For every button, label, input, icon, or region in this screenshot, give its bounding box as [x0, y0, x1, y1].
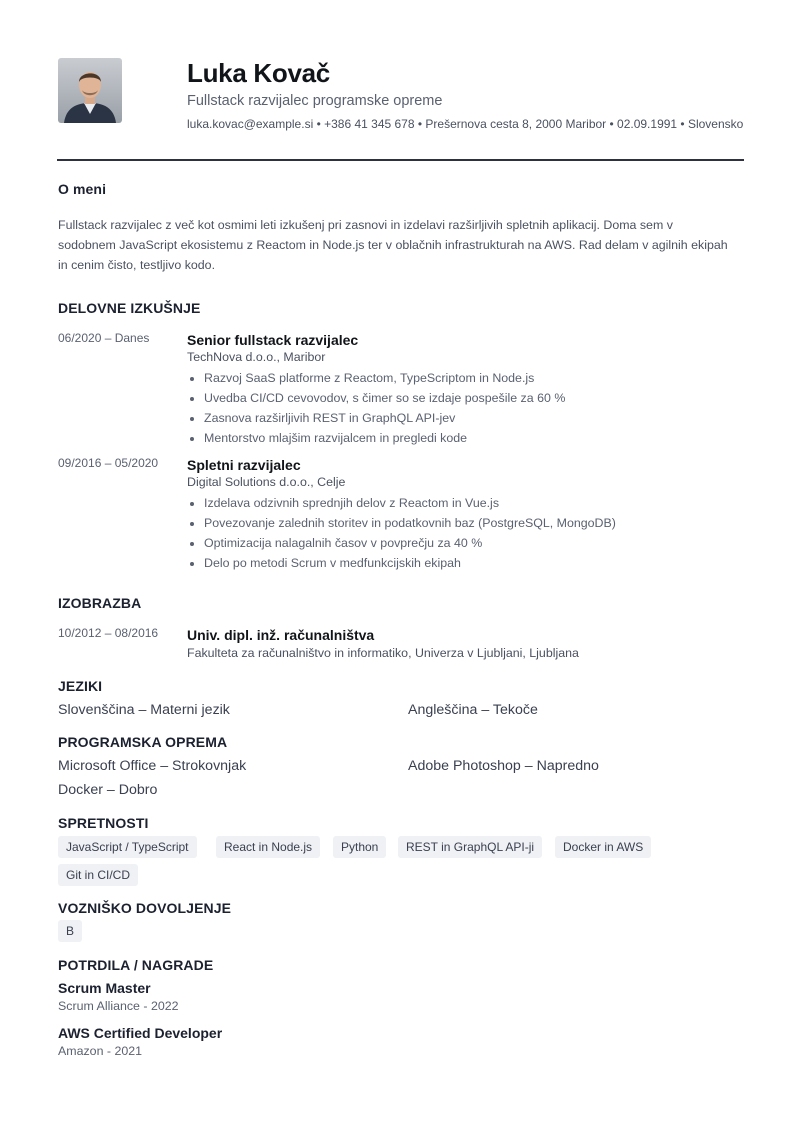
job-bullet: Izdelava odzivnih sprednjih delov z Reactom in Vue.js: [187, 493, 747, 513]
language-item: Angleščina – Tekoče: [408, 702, 538, 718]
education-degree: Univ. dipl. inž. računalništva: [187, 627, 375, 643]
about-text: Fullstack razvijalec z več kot osmimi leti izkušenj pri zasnovi in izdelavi razširljivih spletnih aplikacij. Doma sem v sodobnem JavaScript ekosistemu z Reactom in Node.js ter v oblačnih infrastrukturah na AWS. Rad delam v agilnih ekipah in cenim čisto, testljivo kodo.: [58, 218, 728, 272]
software-title: PROGRAMSKA OPREMA: [58, 734, 228, 750]
skill-chip: React in Node.js: [216, 836, 320, 858]
skill-chip: JavaScript / TypeScript: [58, 836, 197, 858]
skill-chip: Docker in AWS: [555, 836, 651, 858]
education-title: IZOBRAZBA: [58, 595, 142, 611]
job-org: Digital Solutions d.o.o., Celje: [187, 475, 346, 489]
job-bullet: Mentorstvo mlajšim razvijalcem in pregledi kode: [187, 428, 747, 448]
job-bullets: [187, 493, 747, 573]
software-item: Microsoft Office – Strokovnjak: [58, 758, 247, 774]
license-title: VOZNIŠKO DOVOLJENJE: [58, 900, 232, 916]
cert-issuer: Amazon - 2021: [58, 1044, 143, 1058]
job-bullet: Razvoj SaaS platforme z Reactom, TypeScriptom in Node.js: [187, 368, 747, 388]
education-school: Fakulteta za računalništvo in informatiko, Univerza v Ljubljani, Ljubljana: [187, 646, 579, 660]
profile-photo: [58, 58, 122, 123]
cert-name: AWS Certified Developer: [58, 1025, 223, 1041]
cert-issuer: Scrum Alliance - 2022: [58, 999, 179, 1013]
contact-line: luka.kovac@example.si • +386 41 345 678 • Prešernova cesta 8, 2000 Maribor • 02.09.1991 • Slovensko: [187, 117, 744, 131]
job-bullet: Delo po metodi Scrum v medfunkcijskih ekipah: [187, 553, 747, 573]
job-date: 06/2020 – Danes: [58, 331, 150, 345]
job-bullets: [187, 368, 747, 448]
experience-title: DELOVNE IZKUŠNJE: [58, 300, 201, 316]
job-org: TechNova d.o.o., Maribor: [187, 350, 326, 364]
certs-title: POTRDILA / NAGRADE: [58, 957, 214, 973]
license-chip: B: [58, 920, 82, 942]
job-bullet: Zasnova razširljivih REST in GraphQL API-jev: [187, 408, 747, 428]
job-bullet: Optimizacija nalagalnih časov v povprečju za 40 %: [187, 533, 747, 553]
job-bullet: Uvedba CI/CD cevovodov, s čimer so se izdaje pospešile za 60 %: [187, 388, 747, 408]
candidate-name: Luka Kovač: [187, 58, 330, 88]
candidate-role: Fullstack razvijalec programske opreme: [187, 93, 443, 109]
about-title: O meni: [58, 181, 107, 197]
skills-title: SPRETNOSTI: [58, 815, 149, 831]
header-divider: [57, 159, 744, 161]
job-title: Senior fullstack razvijalec: [187, 332, 359, 348]
skill-chip: REST in GraphQL API-ji: [398, 836, 542, 858]
skill-chip: Python: [333, 836, 386, 858]
languages-title: JEZIKI: [58, 678, 103, 694]
cert-name: Scrum Master: [58, 980, 151, 996]
job-date: 09/2016 – 05/2020: [58, 456, 159, 470]
job-title: Spletni razvijalec: [187, 457, 301, 473]
job-bullet: Povezovanje zalednih storitev in podatkovnih baz (PostgreSQL, MongoDB): [187, 513, 747, 533]
avatar-icon: [58, 58, 122, 123]
skill-chip: Git in CI/CD: [58, 864, 138, 886]
software-item: Adobe Photoshop – Napredno: [408, 758, 599, 774]
software-item: Docker – Dobro: [58, 782, 158, 798]
language-item: Slovenščina – Materni jezik: [58, 702, 230, 718]
education-date: 10/2012 – 08/2016: [58, 626, 159, 640]
